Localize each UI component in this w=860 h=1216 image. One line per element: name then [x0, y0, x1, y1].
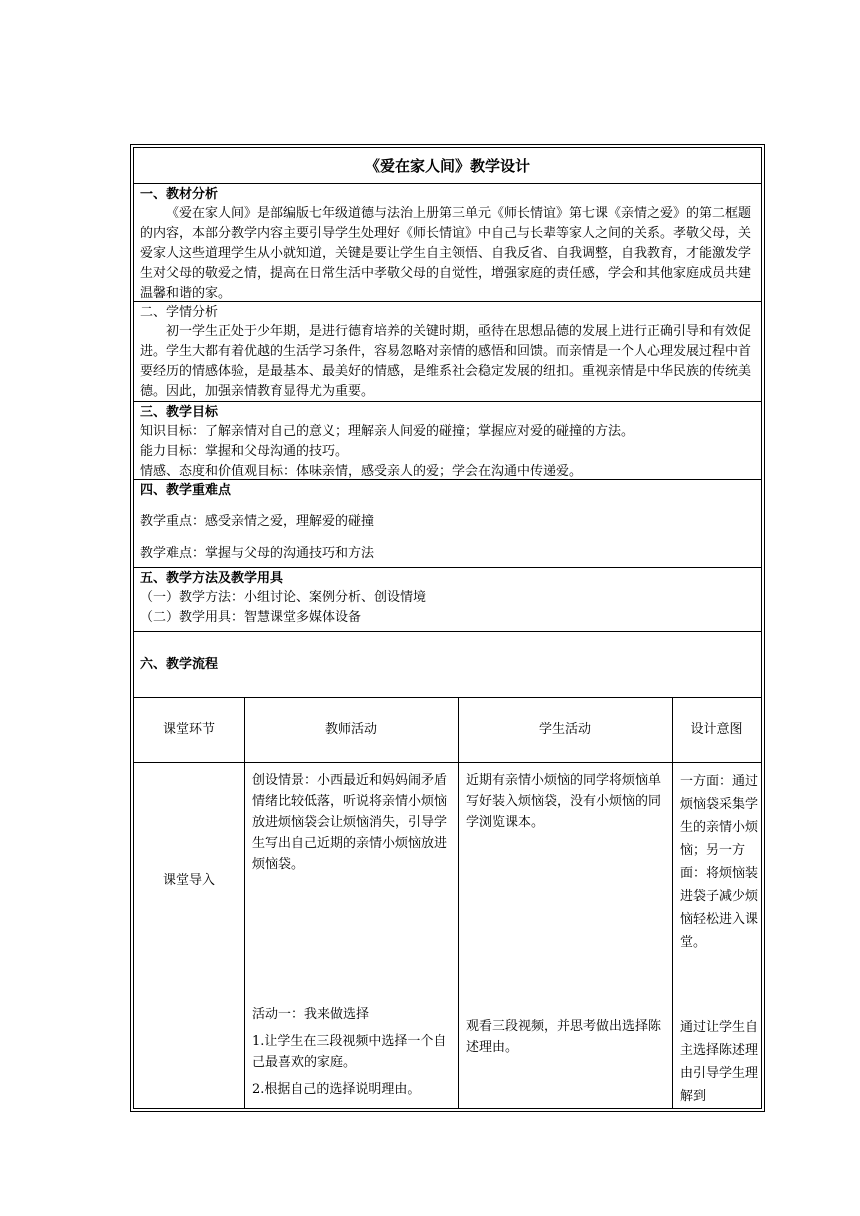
activity-step-1: 1.让学生在三段视频中选择一个自己最喜欢的家庭。 — [252, 1034, 447, 1070]
section-methods-tools — [134, 568, 761, 632]
design-intent-intro: 一方面：通过烦恼袋采集学生的亲情小烦恼；另一方面：将烦恼装进袋子减少烦恼轻松进入课堂。 — [680, 774, 759, 950]
design-intent-one: 通过让学生自主选择陈述理由引导学生理解到 — [680, 1020, 759, 1104]
document-table — [133, 147, 762, 1109]
document-frame — [130, 144, 765, 1112]
section-teaching-goals — [134, 402, 761, 480]
section-teaching-process — [134, 632, 761, 698]
teacher-activity-intro: 创设情景：小西最近和妈妈闹矛盾情绪比较低落，听说将亲情小烦恼放进烦恼袋会让烦恼消失，引导学生写出自己近期的亲情小烦恼放进烦恼袋。 — [252, 773, 448, 872]
teaching-method: （一）教学方法：小组讨论、案例分析、创设情境 — [140, 590, 427, 605]
process-table — [134, 698, 761, 1108]
goal-ability: 能力目标：掌握和父母沟通的技巧。 — [140, 444, 349, 459]
document-title: 《爱在家人间》教学设计 — [134, 148, 761, 184]
section-heading: 六、教学流程 — [140, 657, 219, 672]
key-point: 教学重点：感受亲情之爱，理解爱的碰撞 — [140, 514, 375, 529]
section-textbook-analysis — [134, 184, 761, 302]
header-student: 学生活动 — [538, 722, 591, 737]
section-body: 《爱在家人间》是部编版七年级道德与法治上册第三单元《师长情谊》第七课《亲情之爱》的第二框题的内容，本部分教学内容主要引导学生处理好《师长情谊》中自己与长辈等家人之间的关系。孝敬父母，关爱家人这些道理学生从小就知道，关键是要让学生自主领悟、自我反省、自我调整，自我教育，才能激发学生对父母的敬爱之情，提高在日常生活中孝敬父母的自觉性，增强家庭的责任感，学会和其他家庭成员共建温馨和谐的家。 — [140, 206, 752, 301]
section-heading: 二、学情分析 — [140, 305, 219, 320]
stage-intro: 课堂导入 — [162, 872, 215, 888]
student-activity-intro: 近期有亲情小烦恼的同学将烦恼单写好装入烦恼袋，没有小烦恼的同学浏览课本。 — [466, 773, 662, 830]
section-student-analysis — [134, 302, 761, 402]
section-body: 初一学生正处于少年期，是进行德育培养的关键时期，亟待在思想品德的发展上进行正确引导和有效促进。学生大都有着优越的生活学习条件，容易忽略对亲情的感悟和回馈。而亲情是一个人心理发展过程中首要经历的情感体验，是最基本、最美好的情感，是维系社会稳定发展的纽扣。重视亲情是中华民族的传统美德。因此，加强亲情教育显得尤为重要。 — [140, 324, 752, 399]
header-intent: 设计意图 — [690, 722, 743, 737]
activity-title: 活动一：我来做选择 — [252, 1007, 370, 1022]
activity-step-2: 2.根据自己的选择说明理由。 — [252, 1082, 421, 1097]
student-activity-one: 观看三段视频，并思考做出选择陈述理由。 — [466, 1019, 662, 1055]
goal-emotion: 情感、态度和价值观目标：体味亲情，感受亲人的爱；学会在沟通中传递爱。 — [140, 464, 583, 479]
teaching-tools: （二）教学用具：智慧课堂多媒体设备 — [140, 610, 362, 625]
section-heading: 三、教学目标 — [140, 405, 219, 420]
header-stage: 课堂环节 — [162, 722, 215, 737]
header-teacher: 教师活动 — [324, 722, 377, 737]
teacher-activity-one — [252, 1004, 452, 1106]
goal-knowledge: 知识目标：了解亲情对自己的意义；理解亲人间爱的碰撞；掌握应对爱的碰撞的方法。 — [140, 424, 635, 439]
section-heading: 五、教学方法及教学用具 — [140, 571, 284, 586]
difficult-point: 教学难点：掌握与父母的沟通技巧和方法 — [140, 546, 375, 561]
section-key-points — [134, 480, 761, 568]
section-heading: 一、教材分析 — [140, 187, 219, 202]
section-heading: 四、教学重难点 — [140, 483, 232, 498]
